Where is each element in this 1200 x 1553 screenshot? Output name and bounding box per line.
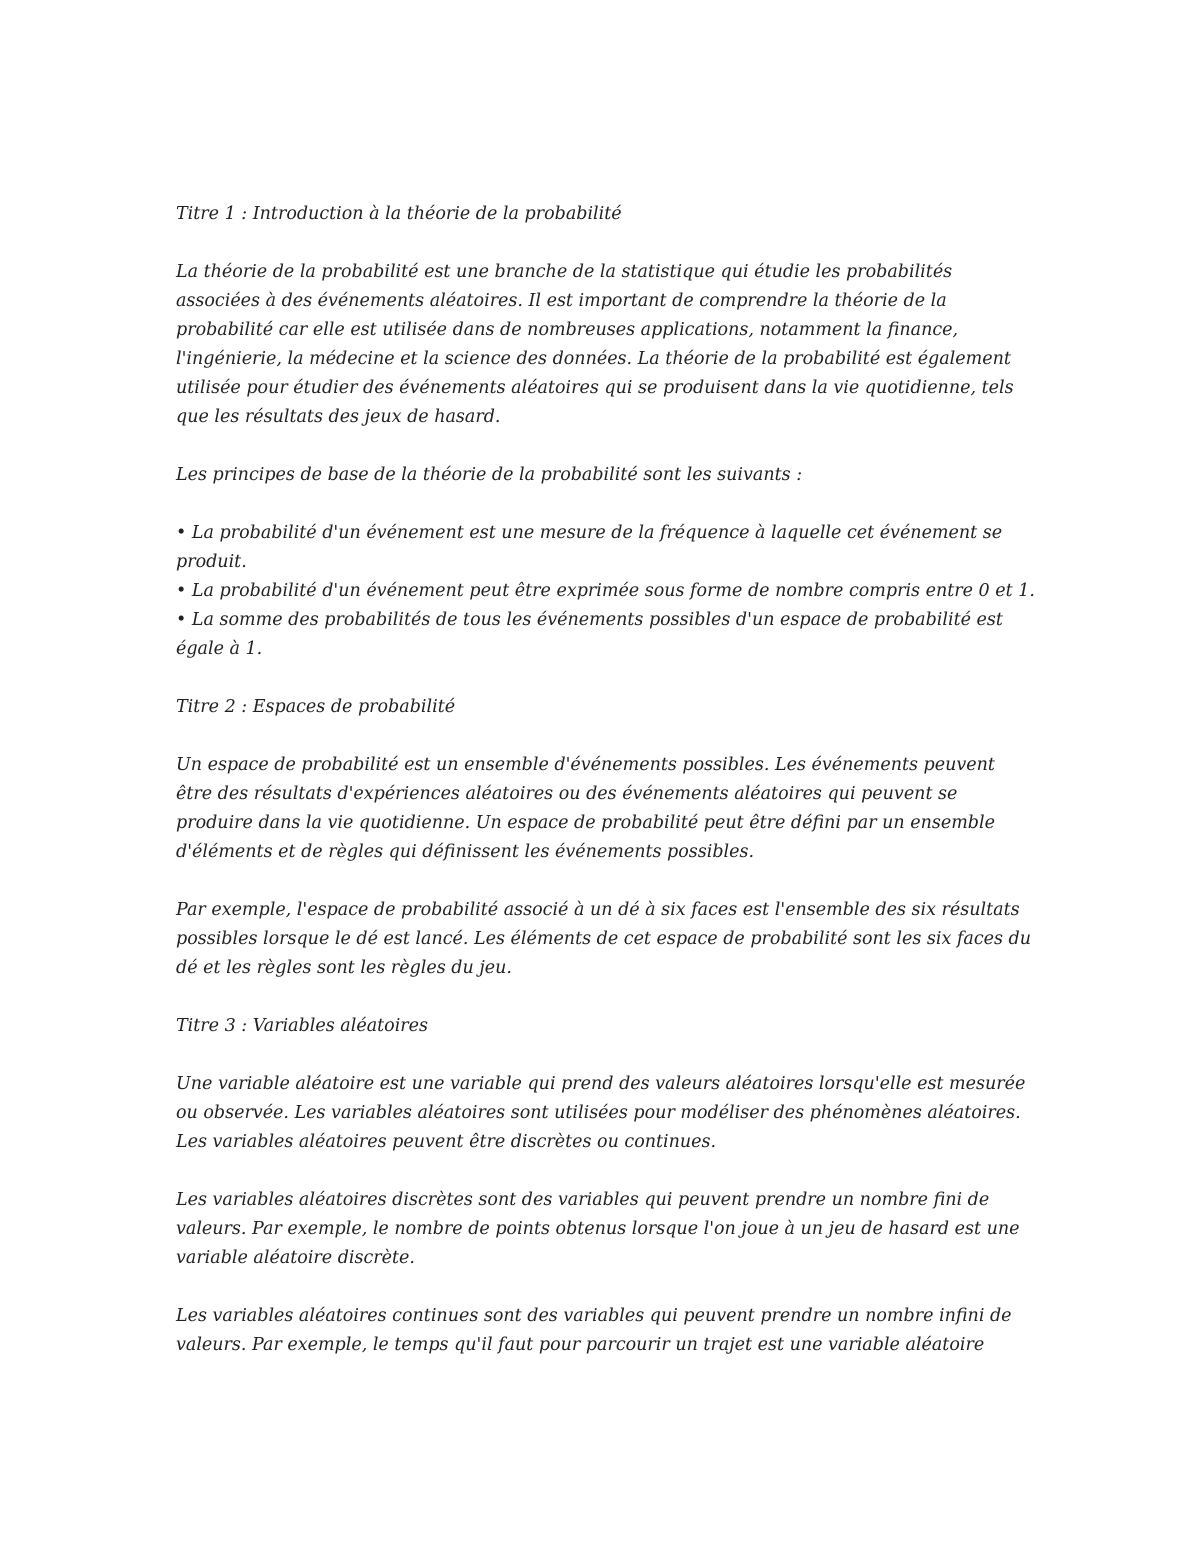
list-item-text: La probabilité d'un événement peut être exprimée sous forme de nombre compris entre 0 et 1. [191, 581, 1035, 601]
document-body [176, 200, 1036, 1360]
section-heading-3: Titre 3 : Variables aléatoires [176, 1016, 428, 1036]
bullet-icon: • [176, 581, 187, 601]
section-heading-1: Titre 1 : Introduction à la théorie de la probabilité [176, 204, 622, 224]
paragraph-continuous-variables: Les variables aléatoires continues sont des variables qui peuvent prendre un nombre infini de valeurs. Par exemple, le temps qu'il faut pour parcourir un trajet est une variable aléatoire [176, 1306, 1012, 1355]
bullet-icon: • [176, 610, 187, 630]
list-item-text: La somme des probabilités de tous les événements possibles d'un espace de probabilité est égale à 1. [176, 610, 1003, 659]
paragraph-discrete-variables: Les variables aléatoires discrètes sont des variables qui peuvent prendre un nombre fini de valeurs. Par exemple, le nombre de points obtenus lorsque l'on joue à un jeu de hasard est une variable aléatoire discrète. [176, 1190, 1020, 1268]
list-item [176, 519, 1036, 577]
paragraph-principles-lead: Les principes de base de la théorie de la probabilité sont les suivants : [176, 465, 803, 485]
list-item [176, 606, 1036, 664]
principles-list [176, 519, 1036, 664]
paragraph-random-variable: Une variable aléatoire est une variable qui prend des valeurs aléatoires lorsqu'elle est mesurée ou observée. Les variables aléatoires sont utilisées pour modéliser des phénomènes aléatoires. Les variables aléatoires peuvent être discrètes ou continues. [176, 1074, 1026, 1152]
paragraph-intro: La théorie de la probabilité est une branche de la statistique qui étudie les probabilités associées à des événements aléatoires. Il est important de comprendre la théorie de la probabilité car elle est utilisée dans de nombreuses applications, notamment la finance, l'ingénierie, la médecine et la science des données. La théorie de la probabilité est également utilisée pour étudier des événements aléatoires qui se produisent dans la vie quotidienne, tels que les résultats des jeux de hasard. [176, 262, 1014, 427]
paragraph-dice-example: Par exemple, l'espace de probabilité associé à un dé à six faces est l'ensemble des six résultats possibles lorsque le dé est lancé. Les éléments de cet espace de probabilité sont les six faces du dé et les règles sont les règles du jeu. [176, 900, 1031, 978]
section-heading-2: Titre 2 : Espaces de probabilité [176, 697, 456, 717]
list-item-text: La probabilité d'un événement est une mesure de la fréquence à laquelle cet événement se produit. [176, 523, 1003, 572]
paragraph-probability-space: Un espace de probabilité est un ensemble d'événements possibles. Les événements peuvent être des résultats d'expériences aléatoires ou des événements aléatoires qui peuvent se produire dans la vie quotidienne. Un espace de probabilité peut être défini par un ensemble d'éléments et de règles qui définissent les événements possibles. [176, 755, 995, 862]
list-item [176, 577, 1036, 606]
bullet-icon: • [176, 523, 187, 543]
